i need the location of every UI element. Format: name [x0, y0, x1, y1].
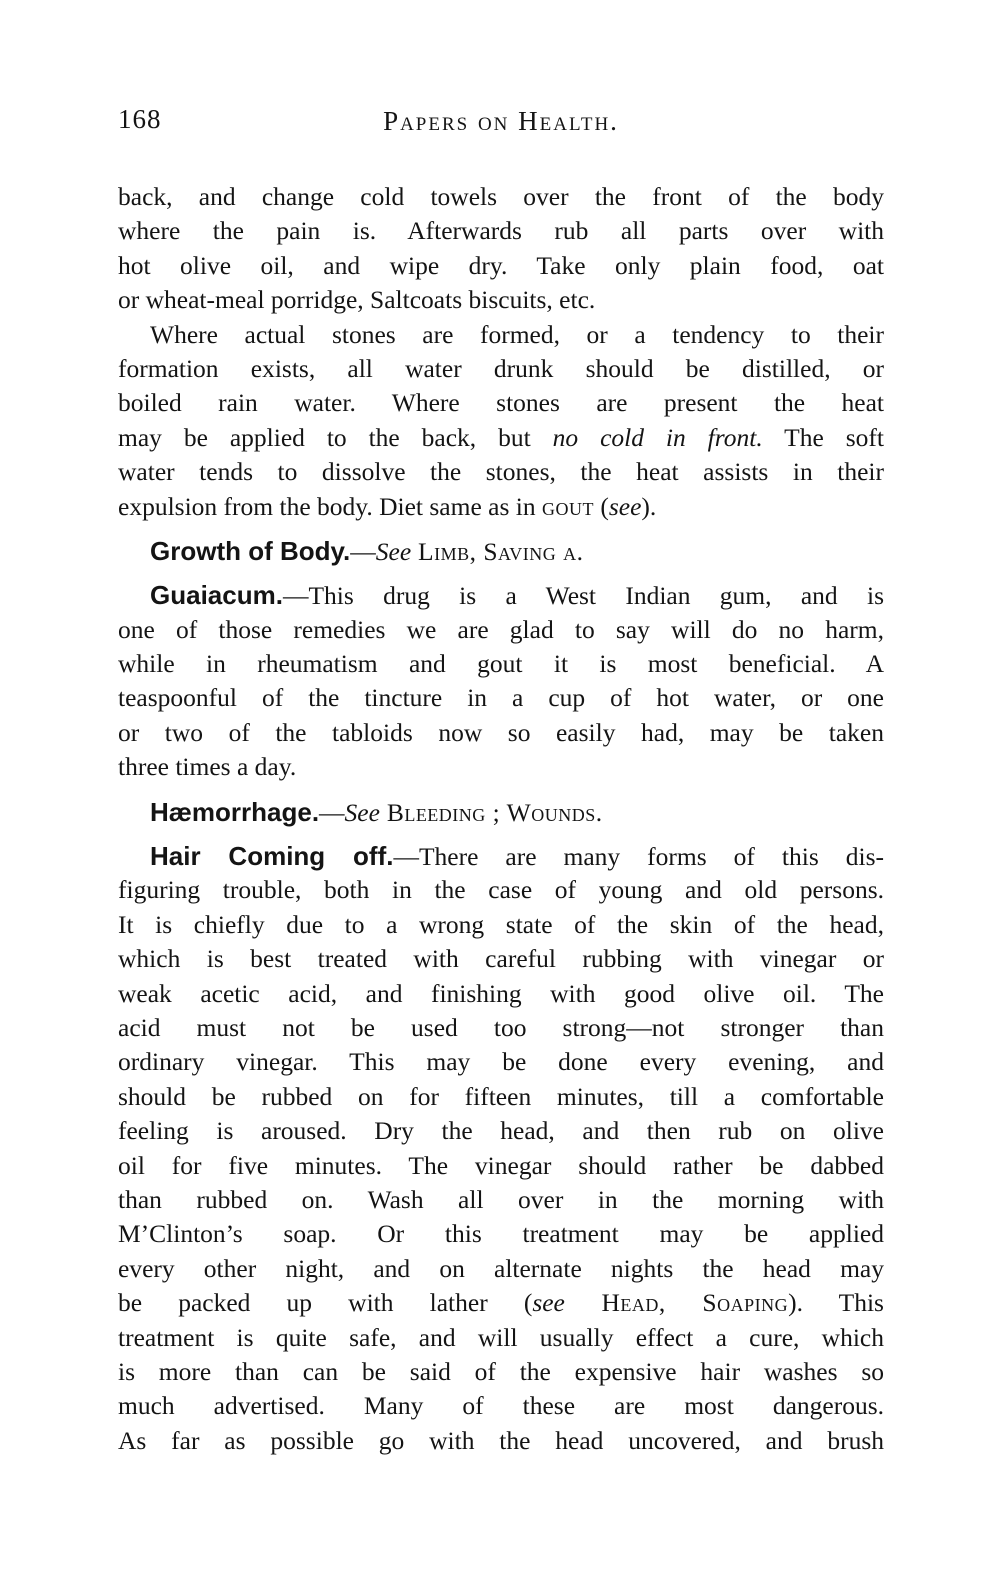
text-line: M’Clinton’s soap. Or this treatment may be applied: [118, 1219, 884, 1249]
text-line: where the pain is. Afterwards rub all parts over with: [118, 216, 884, 246]
text-line: every other night, and on alternate nights the head may: [118, 1253, 884, 1283]
text-line: feeling is aroused. Dry the head, and then rub on olive: [118, 1116, 884, 1146]
text-run: be packed up with lather (: [118, 1288, 533, 1318]
emphasis-text: no cold in front.: [552, 422, 763, 452]
running-title: Papers on Health.: [383, 106, 619, 136]
text-line: [118, 839, 884, 873]
text-line: [118, 490, 884, 524]
entry-growth-of-body: [118, 534, 884, 568]
text-line: one of those remedies we are glad to say will do no harm,: [118, 614, 884, 644]
text-line: which is best treated with careful rubbing with vinegar or: [118, 944, 884, 974]
text-line: water tends to dissolve the stones, the heat assists in their: [118, 457, 884, 487]
text-line: should be rubbed on for fifteen minutes, till a comfortable: [118, 1081, 884, 1111]
text-line: It is chiefly due to a wrong state of the skin of the head,: [118, 909, 884, 939]
spacer: [118, 785, 884, 795]
text-run: ).: [641, 491, 657, 521]
page-body: [118, 180, 884, 1458]
text-line: back, and change cold towels over the front of the body: [118, 182, 884, 211]
page-number: 168: [118, 104, 162, 134]
text-line: Where actual stones are formed, or a tendency to their: [150, 319, 884, 349]
text-line: is more than can be said of the expensive hair washes so: [118, 1356, 884, 1386]
see-reference: see: [532, 1288, 565, 1318]
text-line: much advertised. Many of these are most dangerous.: [118, 1391, 884, 1421]
entry-headword: Guaiacum.: [150, 580, 283, 611]
see-reference: See: [375, 536, 412, 566]
spacer: [118, 829, 884, 839]
text-line: or two of the tabloids now so easily had, may be taken: [118, 717, 884, 747]
text-line: or wheat-meal porridge, Saltcoats biscuits, etc.: [118, 285, 596, 315]
entry-hair-coming-off: [118, 839, 884, 1458]
text-line: boiled rain water. Where stones are present the heat: [118, 388, 884, 418]
text-run: ). This: [788, 1288, 884, 1318]
text-line: weak acetic acid, and finishing with good olive oil. The: [118, 978, 884, 1008]
text-run: The soft: [762, 422, 884, 452]
text-line: [118, 1286, 884, 1320]
see-reference: see: [608, 491, 642, 521]
entry-headword: Hæmorrhage.: [150, 796, 320, 827]
spacer: [118, 524, 884, 534]
text-run: —This drug is a West Indian gum, and is: [282, 581, 884, 611]
spacer: [118, 568, 884, 578]
text-line: treatment is quite safe, and will usually effect a cure, which: [118, 1322, 884, 1352]
text-line: three times a day.: [118, 752, 297, 782]
cross-reference: Bleeding ; Wounds.: [379, 797, 603, 827]
paragraph-stones: [118, 318, 884, 524]
text-line: [118, 421, 884, 455]
entry-haemorrhage: [118, 795, 884, 829]
cross-reference: gout: [541, 491, 594, 521]
paragraph-continuation: [118, 180, 884, 318]
text-line: teaspoonful of the tincture in a cup of hot water, or one: [118, 683, 884, 713]
text-run: —There are many forms of this dis-: [393, 842, 884, 872]
cross-reference: Limb, Saving a.: [411, 536, 584, 566]
text-run: (: [593, 491, 609, 521]
text-line: hot olive oil, and wipe dry. Take only plain food, oat: [118, 250, 884, 280]
text-line: [118, 795, 884, 829]
dash: —: [350, 536, 376, 566]
text-line: ordinary vinegar. This may be done every evening, and: [118, 1047, 884, 1077]
see-reference: See: [344, 797, 380, 827]
text-line: acid must not be used too strong—not stronger than: [118, 1012, 884, 1042]
page-header: [118, 100, 884, 144]
text-run: may be applied to the back, but: [118, 422, 553, 452]
dash: —: [319, 797, 345, 827]
text-line: [118, 534, 884, 568]
entry-headword: Growth of Body.: [150, 535, 351, 566]
text-run: expulsion from the body. Diet same as in: [118, 491, 542, 521]
text-line: [118, 578, 884, 612]
cross-reference: Head, Soaping: [564, 1288, 789, 1318]
text-line: As far as possible go with the head uncovered, and brush: [118, 1425, 884, 1455]
text-line: oil for five minutes. The vinegar should rather be dabbed: [118, 1150, 884, 1180]
entry-guaiacum: [118, 578, 884, 784]
entry-headword: Hair Coming off.: [150, 841, 394, 872]
text-line: than rubbed on. Wash all over in the morning with: [118, 1184, 884, 1214]
text-line: figuring trouble, both in the case of young and old persons.: [118, 875, 884, 905]
text-line: while in rheumatism and gout it is most beneficial. A: [118, 649, 884, 679]
text-line: formation exists, all water drunk should be distilled, or: [118, 353, 884, 383]
